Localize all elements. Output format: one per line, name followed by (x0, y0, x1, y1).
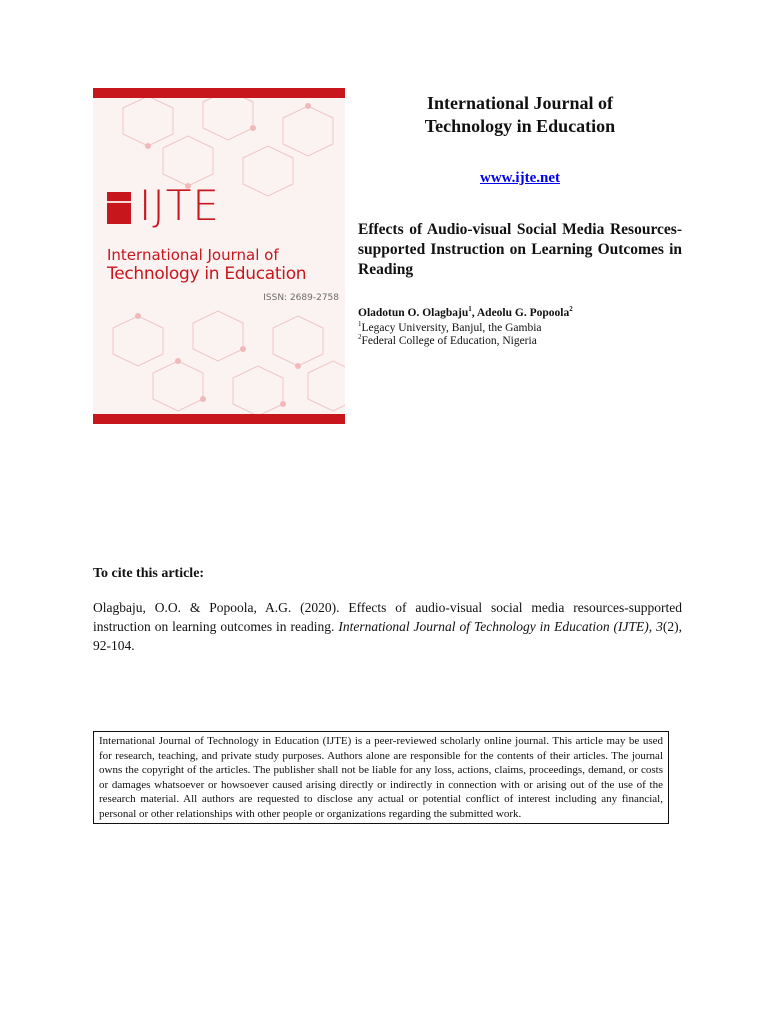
affiliation-1 (358, 320, 682, 334)
cover-bottom-bar (93, 414, 345, 424)
author-list (358, 305, 682, 319)
author-affiliation-marker: 2 (569, 305, 573, 313)
citation-journal: International Journal of Technology in Education (IJTE), 3 (338, 619, 663, 634)
affiliation-text: Legacy University, Banjul, the Gambia (361, 321, 542, 334)
cover-issn: ISSN: 2689-2758 (263, 293, 339, 303)
journal-website-link[interactable]: www.ijte.net (480, 170, 560, 186)
disclaimer-box: International Journal of Technology in Education (IJTE) is a peer-reviewed scholarly online journal. This article may be used for research, teaching, and private study purposes. Authors alone are responsible for the contents of their articles. The journal owns the copyright of the articles. The publisher shall not be liable for any loss, actions, claims, proceedings, demand, or costs or damages whatsoever or howsoever caused arising directly or indirectly in connection with or arising out of the use of the research material. All authors are requested to disclose any actual or potential conflict of interest including any financial, personal or other relationships with other people or organizations regarding the submitted work. (93, 731, 669, 824)
author-affiliation-marker: 1 (468, 305, 472, 313)
cover-journal-name-line2: Technology in Education (107, 264, 307, 284)
journal-cover-image (93, 88, 345, 424)
affiliation-marker: 2 (358, 333, 362, 341)
cover-logo-text: IJTE (139, 181, 220, 230)
citation-body: Olagbaju, O.O. & Popoola, A.G. (2020). Effects of audio-visual social media resources-supported instruction on learning outcomes in reading. (93, 600, 682, 634)
cover-journal-name-line1: International Journal of (107, 246, 279, 264)
affiliation-2 (358, 333, 682, 347)
ijte-logo-mark (107, 192, 131, 224)
journal-title-line2: Technology in Education (424, 116, 616, 136)
citation-issue-pages: (2), 92-104. (93, 619, 682, 653)
citation-text (93, 598, 682, 655)
article-title: Effects of Audio-visual Social Media Resources-supported Instruction on Learning Outcomes in Reading (358, 221, 682, 278)
cover-top-bar (93, 88, 345, 98)
journal-title-line1: International Journal of (426, 93, 613, 113)
journal-title (360, 92, 680, 138)
citation-heading: To cite this article: (93, 566, 205, 581)
author-separator: , (471, 306, 477, 319)
affiliation-text: Federal College of Education, Nigeria (361, 334, 537, 347)
author-name: Adeolu G. Popoola (476, 306, 570, 319)
affiliation-marker: 1 (358, 320, 362, 328)
author-name: Oladotun O. Olagbaju (358, 306, 469, 319)
